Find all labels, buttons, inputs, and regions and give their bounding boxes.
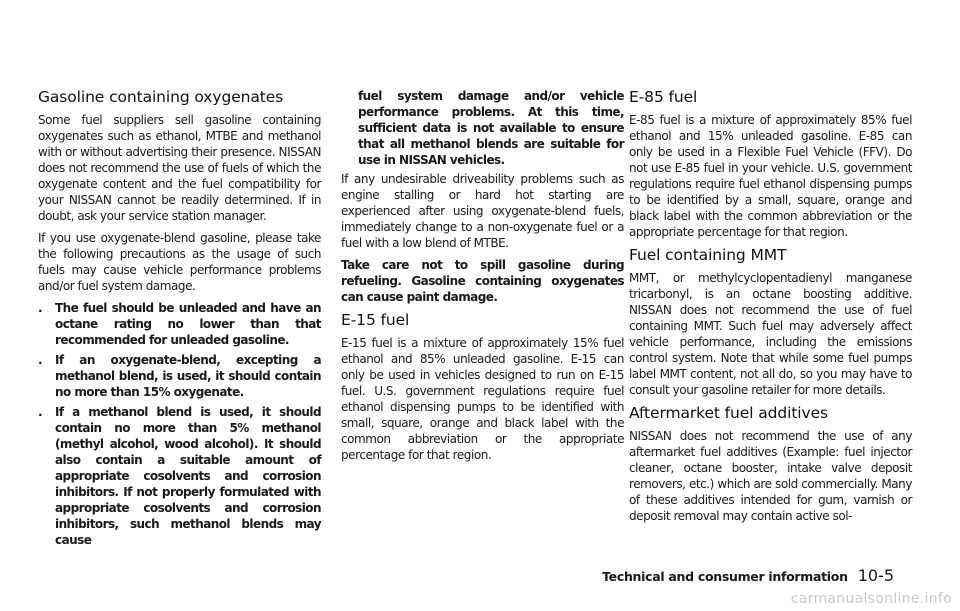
list-item-text: The fuel should be unleaded and have an octane rating no lower than that recommended for unleaded gasoline.: [55, 301, 321, 347]
section-heading-additives: Aftermarket fuel additives: [629, 404, 828, 422]
bullet-marker: .: [38, 405, 43, 419]
paragraph-e85: E-85 fuel is a mixture of approximately 85% fuel ethanol and 15% unleaded gasoline. E-85 can only be used in a Flexible Fuel Vehicle (FFV). Do not use E-85 fuel in your vehicle. U.S. government regulations require fuel ethanol dispensing pumps to be identified by a small, square, orange and black label with the common abbreviation or the appropriate percentage for that region.: [629, 113, 912, 239]
list-item: [38, 404, 321, 548]
paragraph-oxygenates-intro: Some fuel suppliers sell gasoline containing oxygenates such as ethanol, MTBE and methanol with or without advertising their presence. NISSAN does not recommend the use of fuels of which the oxygenate content and the fuel compatibility for your NISSAN cannot be readily determined. If in doubt, ask your service station manager.: [38, 113, 321, 223]
column-3: [629, 88, 912, 530]
paragraph-mmt: MMT, or methylcyclopentadienyl manganese tricarbonyl, is an octane boosting additive. NISSAN does not recommend the use of fuel containing MMT. Such fuel may adversely affect vehicle performance, including the emissions control system. Note that while some fuel pumps label MMT content, not all do, so you may have to consult your gasoline retailer for more details.: [629, 271, 912, 397]
section-additives: [629, 404, 912, 524]
list-item-text: If an oxygenate-blend, excepting a methanol blend, is used, it should contain no more than 15% oxygenate.: [55, 353, 321, 399]
paragraph-oxygenates-precautions: If you use oxygenate-blend gasoline, please take the following precautions as the usage of such fuels may cause vehicle performance problems and/or fuel system damage.: [38, 231, 321, 293]
page-footer: [602, 566, 894, 585]
list-item: [38, 300, 321, 348]
bullet-marker: .: [38, 301, 43, 315]
section-mmt: [629, 246, 912, 398]
list-item-text: If a methanol blend is used, it should contain no more than 5% methanol (methyl alcohol, wood alcohol). It should also contain a suitable amount of appropriate cosolvents and corrosion inhibitors. If not properly formulated with appropriate cosolvents and corrosion inhibitors, such methanol blends may cause: [55, 405, 321, 547]
bullet-marker: .: [38, 353, 43, 367]
paragraph-driveability: If any undesirable driveability problems such as engine stalling or hard hot starting are experienced after using oxygenate-blend fuels, immediately change to a non-oxygenate fuel or a fuel with a low blend of MTBE.: [341, 172, 624, 250]
column-1: [38, 88, 321, 552]
section-e15: [341, 311, 624, 463]
paragraph-e15: E-15 fuel is a mixture of approximately 15% fuel ethanol and 85% unleaded gasoline. E-15 can only be used in vehicles designed to run on E-15 fuel. U.S. government regulations require fuel ethanol dispensing pumps to be identified with small, square, orange and black label with the common abbreviation or the appropriate percentage for that region.: [341, 336, 624, 462]
section-heading-e85: E-85 fuel: [629, 88, 698, 106]
section-heading-e15: E-15 fuel: [341, 311, 410, 329]
column-2: [341, 88, 624, 469]
bullet-continuation: fuel system damage and/or vehicle performance problems. At this time, sufficient data is not available to ensure that all methanol blends are suitable for use in NISSAN vehicles.: [358, 89, 624, 167]
list-item: [38, 352, 321, 400]
section-heading-mmt: Fuel containing MMT: [629, 246, 787, 264]
section-heading-oxygenates: Gasoline containing oxygenates: [38, 88, 284, 106]
footer-section-title: Technical and consumer information: [602, 569, 848, 584]
paragraph-additives: NISSAN does not recommend the use of any aftermarket fuel additives (Example: fuel injector cleaner, octane booster, intake valve deposit removers, etc.) which are sold commercially. Many of these additives intended for gum, varnish or deposit removal may contain active sol-: [629, 429, 912, 523]
page-number: 10-5: [857, 566, 894, 585]
watermark: carmanualsonline.info: [790, 591, 952, 607]
precautions-list: [38, 300, 321, 548]
paragraph-spill-caution: Take care not to spill gasoline during refueling. Gasoline containing oxygenates can cause paint damage.: [341, 258, 624, 304]
